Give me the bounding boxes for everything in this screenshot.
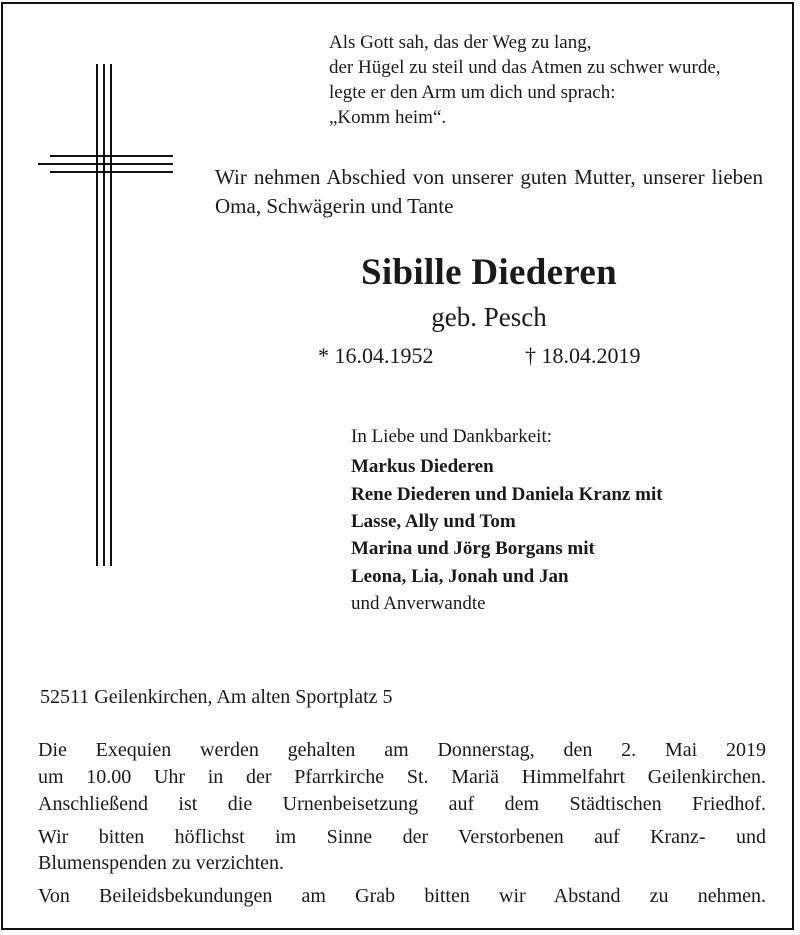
poem-line: Als Gott sah, das der Weg zu lang, <box>329 32 592 53</box>
mourner-name: Lasse, Ally und Tom <box>351 511 516 532</box>
deceased-name: Sibille Diederen <box>361 252 617 293</box>
birth-name: geb. Pesch <box>431 302 547 332</box>
exequies-line: Anschließend ist die Urnenbeisetzung auf dem Städtischen Friedhof. <box>38 793 766 815</box>
poem-line: legte er den Arm um dich und sprach: <box>329 82 616 103</box>
poem <box>329 30 721 130</box>
mourners-heading: In Liebe und Dankbarkeit: <box>351 426 553 447</box>
mourner-name: Rene Diederen und Daniela Kranz mit <box>351 484 663 505</box>
poem-line: der Hügel zu steil und das Atmen zu schwer wurde, <box>329 57 721 78</box>
intro-text: Wir nehmen Abschied von unserer guten Mutter, unserer lieben Oma, Schwägerin und Tante <box>215 165 763 218</box>
condolences-line: Von Beileidsbekundungen am Grab bitten wir Abstand zu nehmen. <box>38 885 766 907</box>
poem-line: „Komm heim“. <box>329 107 447 128</box>
flowers-line: Wir bitten höflichst im Sinne der Verstorbenen auf Kranz- und <box>38 826 766 848</box>
mourners-footer: und Anverwandte <box>351 593 486 614</box>
flowers-line: Blumenspenden zu verzichten. <box>38 852 285 874</box>
address: 52511 Geilenkirchen, Am alten Sportplatz 5 <box>40 686 393 708</box>
death-date: † 18.04.2019 <box>525 343 641 368</box>
exequies-line: um 10.00 Uhr in der Pfarrkirche St. Mariä Himmelfahrt Geilenkirchen. <box>38 766 766 788</box>
mourner-name: Leona, Lia, Jonah und Jan <box>351 566 569 587</box>
exequies-line: Die Exequien werden gehalten am Donnerstag, den 2. Mai 2019 <box>38 739 766 761</box>
mourner-name: Markus Diederen <box>351 456 494 477</box>
birth-date: * 16.04.1952 <box>318 343 434 368</box>
mourner-name: Marina und Jörg Borgans mit <box>351 538 595 559</box>
